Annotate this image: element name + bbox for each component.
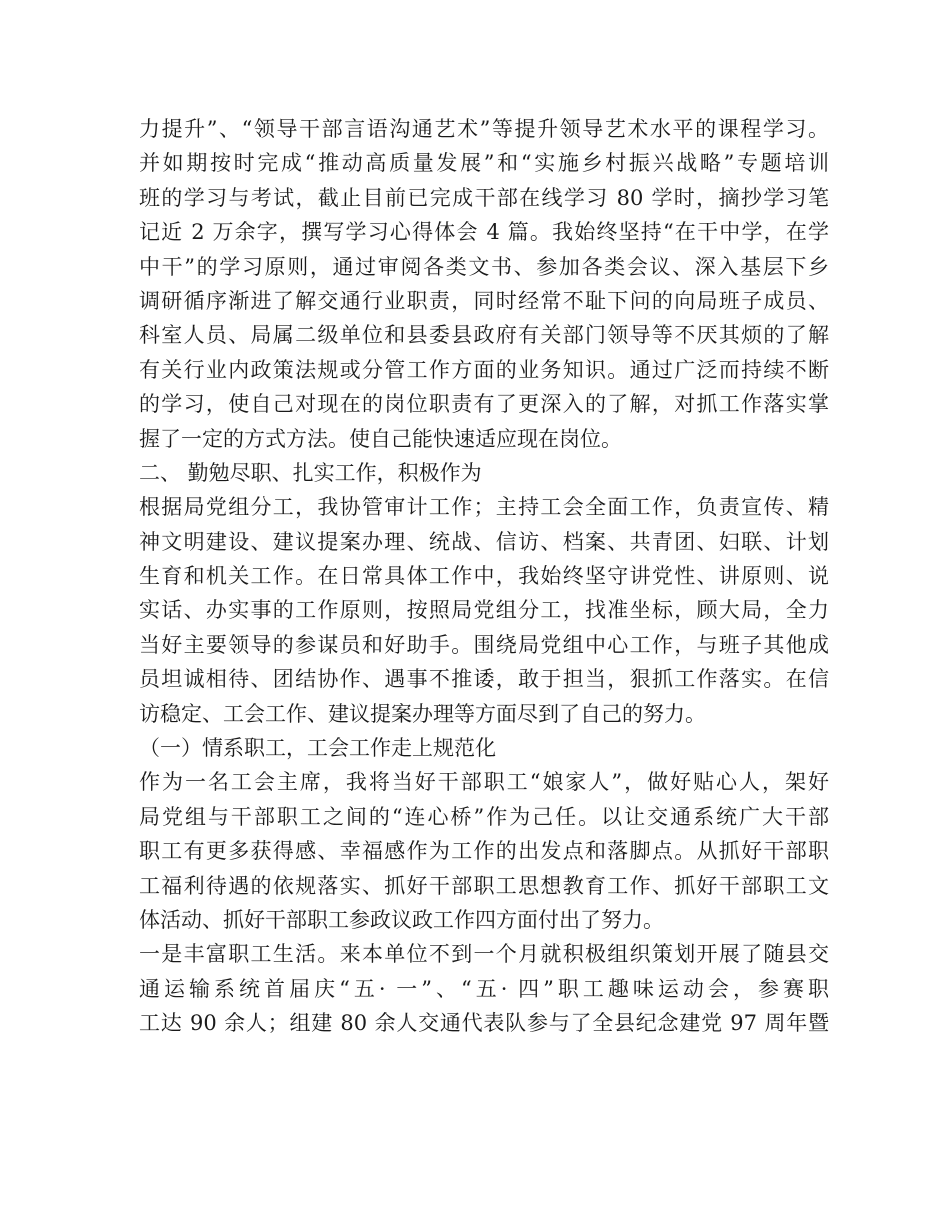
text-line: 的学习，使自己对现在的岗位职责有了更深入的了解，对抓工作落实掌: [139, 392, 829, 417]
text-line: 中干”的学习原则，通过审阅各类文书、参加各类会议、深入基层下乡: [139, 254, 829, 279]
text-line: 一是丰富职工生活。来本单位不到一个月就积极组织策划开展了随县交: [139, 942, 829, 967]
text-line: 握了一定的方式方法。使自己能快速适应现在岗位。: [139, 426, 622, 451]
document-body: [139, 112, 829, 1041]
text-line: 访稳定、工会工作、建议提案办理等方面尽到了自己的努力。: [139, 701, 706, 726]
text-line: 通运输系统首届庆“五· 一”、“五· 四”职工趣味运动会，参赛职: [139, 976, 829, 1001]
text-line: 记近 2 万余字，撰写学习心得体会 4 篇。我始终坚持“在干中学，在学: [139, 220, 829, 245]
text-line: 根据局党组分工，我协管审计工作；主持工会全面工作，负责宣传、精: [139, 495, 829, 520]
text-line: 神文明建设、建议提案办理、统战、信访、档案、共青团、妇联、计划: [139, 529, 829, 554]
text-line: 实话、办实事的工作原则，按照局党组分工，找准坐标，顾大局，全力: [139, 598, 829, 623]
text-line: 局党组与干部职工之间的“连心桥”作为己任。以让交通系统广大干部: [139, 804, 829, 829]
text-line: 当好主要领导的参谋员和好助手。围绕局党组中心工作，与班子其他成: [139, 632, 829, 657]
text-line: 力提升”、“领导干部言语沟通艺术”等提升领导艺术水平的课程学习。: [139, 117, 829, 141]
text-line: 生育和机关工作。在日常具体工作中，我始终坚守讲党性、讲原则、说: [139, 564, 829, 589]
text-line: 体活动、抓好干部职工参政议政工作四方面付出了努力。: [139, 907, 664, 932]
section-heading: 二、 勤勉尽职、扎实工作，积极作为: [139, 460, 482, 485]
text-line: 班的学习与考试，截止目前已完成干部在线学习 80 学时，摘抄学习笔: [139, 185, 829, 210]
text-line: 职工有更多获得感、幸福感作为工作的出发点和落脚点。从抓好干部职: [139, 839, 829, 864]
text-line: 科室人员、局属二级单位和县委县政府有关部门领导等不厌其烦的了解: [139, 323, 829, 348]
text-line: 调研循序渐进了解交通行业职责，同时经常不耻下问的向局班子成员、: [139, 288, 829, 313]
text-line: 员坦诚相待、团结协作、遇事不推诿，敢于担当，狠抓工作落实。在信: [139, 667, 829, 692]
subsection-heading: （一）情系职工，工会工作走上规范化: [139, 736, 496, 761]
text-line: 工达 90 余人；组建 80 余人交通代表队参与了全县纪念建党 97 周年暨: [139, 1011, 829, 1036]
text-line: 工福利待遇的依规落实、抓好干部职工思想教育工作、抓好干部职工文: [139, 873, 829, 898]
text-line: 作为一名工会主席，我将当好干部职工“娘家人”，做好贴心人，架好: [139, 770, 829, 795]
text-line: 有关行业内政策法规或分管工作方面的业务知识。通过广泛而持续不断: [139, 357, 829, 382]
text-line: 并如期按时完成“推动高质量发展”和“实施乡村振兴战略”专题培训: [139, 151, 829, 176]
